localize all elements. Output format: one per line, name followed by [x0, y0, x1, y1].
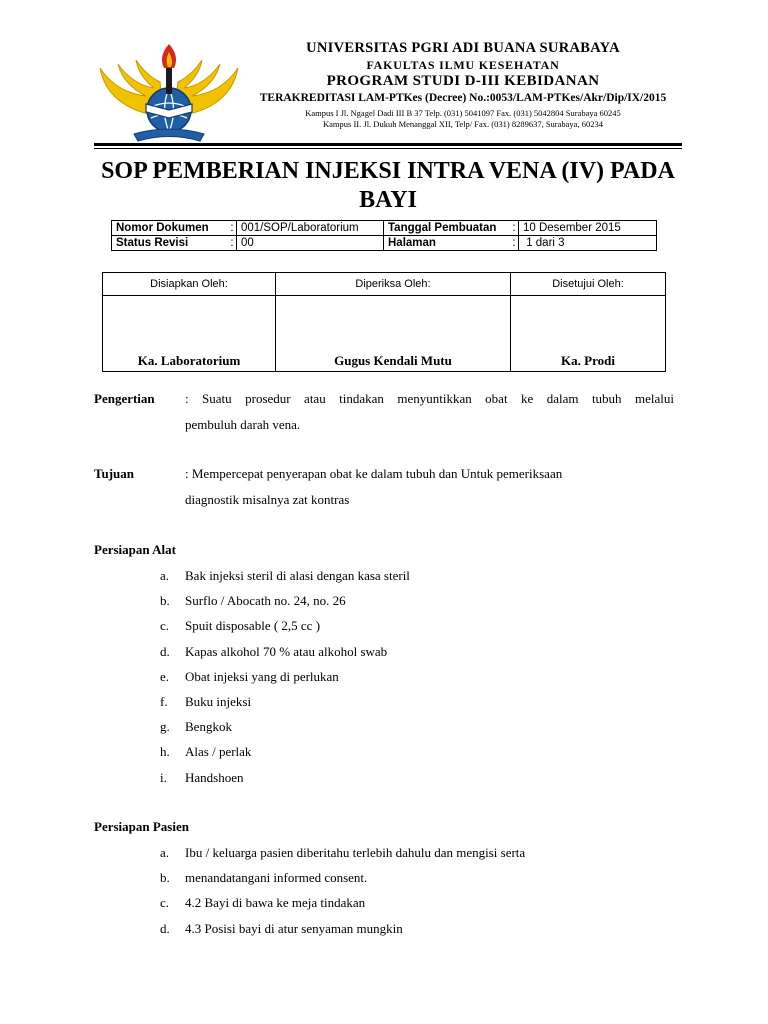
nomor-value: 001/SOP/Laboratorium	[237, 221, 384, 236]
list-item	[160, 765, 410, 790]
list-item-text: Surflo / Abocath no. 24, no. 26	[185, 593, 346, 609]
persiapan-pasien-label: Persiapan Pasien	[94, 819, 189, 834]
approved-by-header: Disetujui Oleh:	[511, 273, 666, 296]
persiapan-pasien-list	[160, 840, 525, 941]
list-item	[160, 739, 410, 764]
list-marker: h.	[160, 744, 170, 760]
list-item-text: 4.2 Bayi di bawa ke meja tindakan	[185, 895, 366, 911]
nomor-label: Nomor Dokumen	[112, 221, 229, 236]
table-row	[112, 221, 657, 236]
list-item-text: menandatangani informed consent.	[185, 870, 368, 886]
list-marker: c.	[160, 895, 170, 911]
list-item	[160, 689, 410, 714]
list-marker: c.	[160, 618, 170, 634]
list-item	[160, 563, 410, 588]
tujuan-line-2: diagnostik misalnya zat kontras	[185, 492, 350, 507]
colon: :	[510, 221, 519, 236]
list-item-text: Bengkok	[185, 719, 232, 735]
persiapan-alat-label: Persiapan Alat	[94, 542, 176, 557]
university-logo	[94, 38, 244, 144]
colon: :	[228, 236, 237, 251]
list-item-text: Bak injeksi steril di alasi dengan kasa steril	[185, 568, 410, 583]
prepared-by-header: Disiapkan Oleh:	[103, 273, 276, 296]
revisi-label: Status Revisi	[112, 236, 229, 251]
colon: :	[510, 236, 519, 251]
accreditation-line: TERAKREDITASI LAM-PTKes (Decree) No.:0053/LAM-PTKes/Akr/Dip/IX/2015	[259, 92, 667, 104]
list-item-text: Obat injeksi yang di perlukan	[185, 668, 339, 684]
checked-by-name: Gugus Kendali Mutu	[276, 296, 511, 372]
list-marker: g.	[160, 719, 170, 735]
list-marker: a.	[160, 568, 170, 583]
tujuan-line-1: : Mempercepat penyerapan obat ke dalam tubuh dan Untuk pemeriksaan	[185, 466, 563, 481]
list-marker: d.	[160, 643, 170, 659]
list-marker: b.	[160, 593, 170, 609]
list-item	[160, 664, 410, 689]
header-rule-thin	[94, 148, 682, 149]
signature-table	[102, 272, 666, 372]
list-item-text: Ibu / keluarga pasien diberitahu terlebih dahulu dan mengisi serta	[185, 845, 526, 860]
address-line-1: Kampus I Jl. Ngagel Dadi III B 37 Telp. (031) 5041097 Fax. (031) 5042804 Surabaya 60245	[305, 108, 621, 118]
list-marker: d.	[160, 920, 170, 936]
document-title: SOP PEMBERIAN INJEKSI INTRA VENA (IV) PADA BAYI	[101, 158, 675, 213]
list-item-text: Handshoen	[185, 769, 244, 785]
document-info-table	[111, 220, 657, 251]
list-item	[160, 613, 410, 638]
list-item	[160, 840, 525, 865]
list-item	[160, 588, 410, 613]
faculty-name: FAKULTAS ILMU KESEHATAN	[366, 58, 560, 72]
tujuan-label: Tujuan	[94, 466, 134, 481]
persiapan-alat-list	[160, 563, 410, 790]
halaman-value: 1 dari 3	[519, 236, 657, 251]
prepared-by-name: Ka. Laboratorium	[103, 296, 276, 372]
list-item	[160, 890, 525, 915]
pengertian-line-1: : Suatu prosedur atau tindakan menyuntikkan obat ke dalam tubuh melalui	[185, 391, 674, 406]
program-name: PROGRAM STUDI D-III KEBIDANAN	[326, 73, 600, 89]
list-marker: e.	[160, 668, 170, 684]
halaman-label: Halaman	[384, 236, 511, 251]
list-marker: i.	[160, 769, 167, 785]
table-row	[112, 236, 657, 251]
list-item	[160, 639, 410, 664]
list-item-text: 4.3 Posisi bayi di atur senyaman mungkin	[185, 920, 403, 936]
list-item	[160, 916, 525, 941]
pengertian-label: Pengertian	[94, 391, 155, 406]
tanggal-value: 10 Desember 2015	[519, 221, 657, 236]
pengertian-text	[185, 386, 674, 438]
list-item-text: Alas / perlak	[185, 744, 252, 760]
approved-by-name: Ka. Prodi	[511, 296, 666, 372]
table-row	[103, 273, 666, 296]
checked-by-header: Diperiksa Oleh:	[276, 273, 511, 296]
colon: :	[228, 221, 237, 236]
list-item	[160, 865, 525, 890]
header-rule-thick	[94, 143, 682, 146]
list-marker: f.	[160, 693, 168, 709]
table-row	[103, 296, 666, 372]
address-line-2: Kampus II. Jl. Dukuh Menanggal XII, Telp/ Fax. (031) 8289637, Surabaya, 60234	[323, 119, 603, 129]
list-item-text: Buku injeksi	[185, 693, 252, 709]
list-item-text: Kapas alkohol 70 % atau alkohol swab	[185, 643, 388, 659]
list-item-text: Spuit disposable ( 2,5 cc )	[185, 618, 321, 634]
tujuan-text	[185, 461, 674, 513]
list-item	[160, 714, 410, 739]
university-name: UNIVERSITAS PGRI ADI BUANA SURABAYA	[306, 40, 620, 56]
revisi-value: 00	[237, 236, 384, 251]
tanggal-label: Tanggal Pembuatan	[384, 221, 511, 236]
list-marker: a.	[160, 845, 170, 860]
pengertian-line-2: pembuluh darah vena.	[185, 417, 301, 432]
list-marker: b.	[160, 870, 170, 886]
